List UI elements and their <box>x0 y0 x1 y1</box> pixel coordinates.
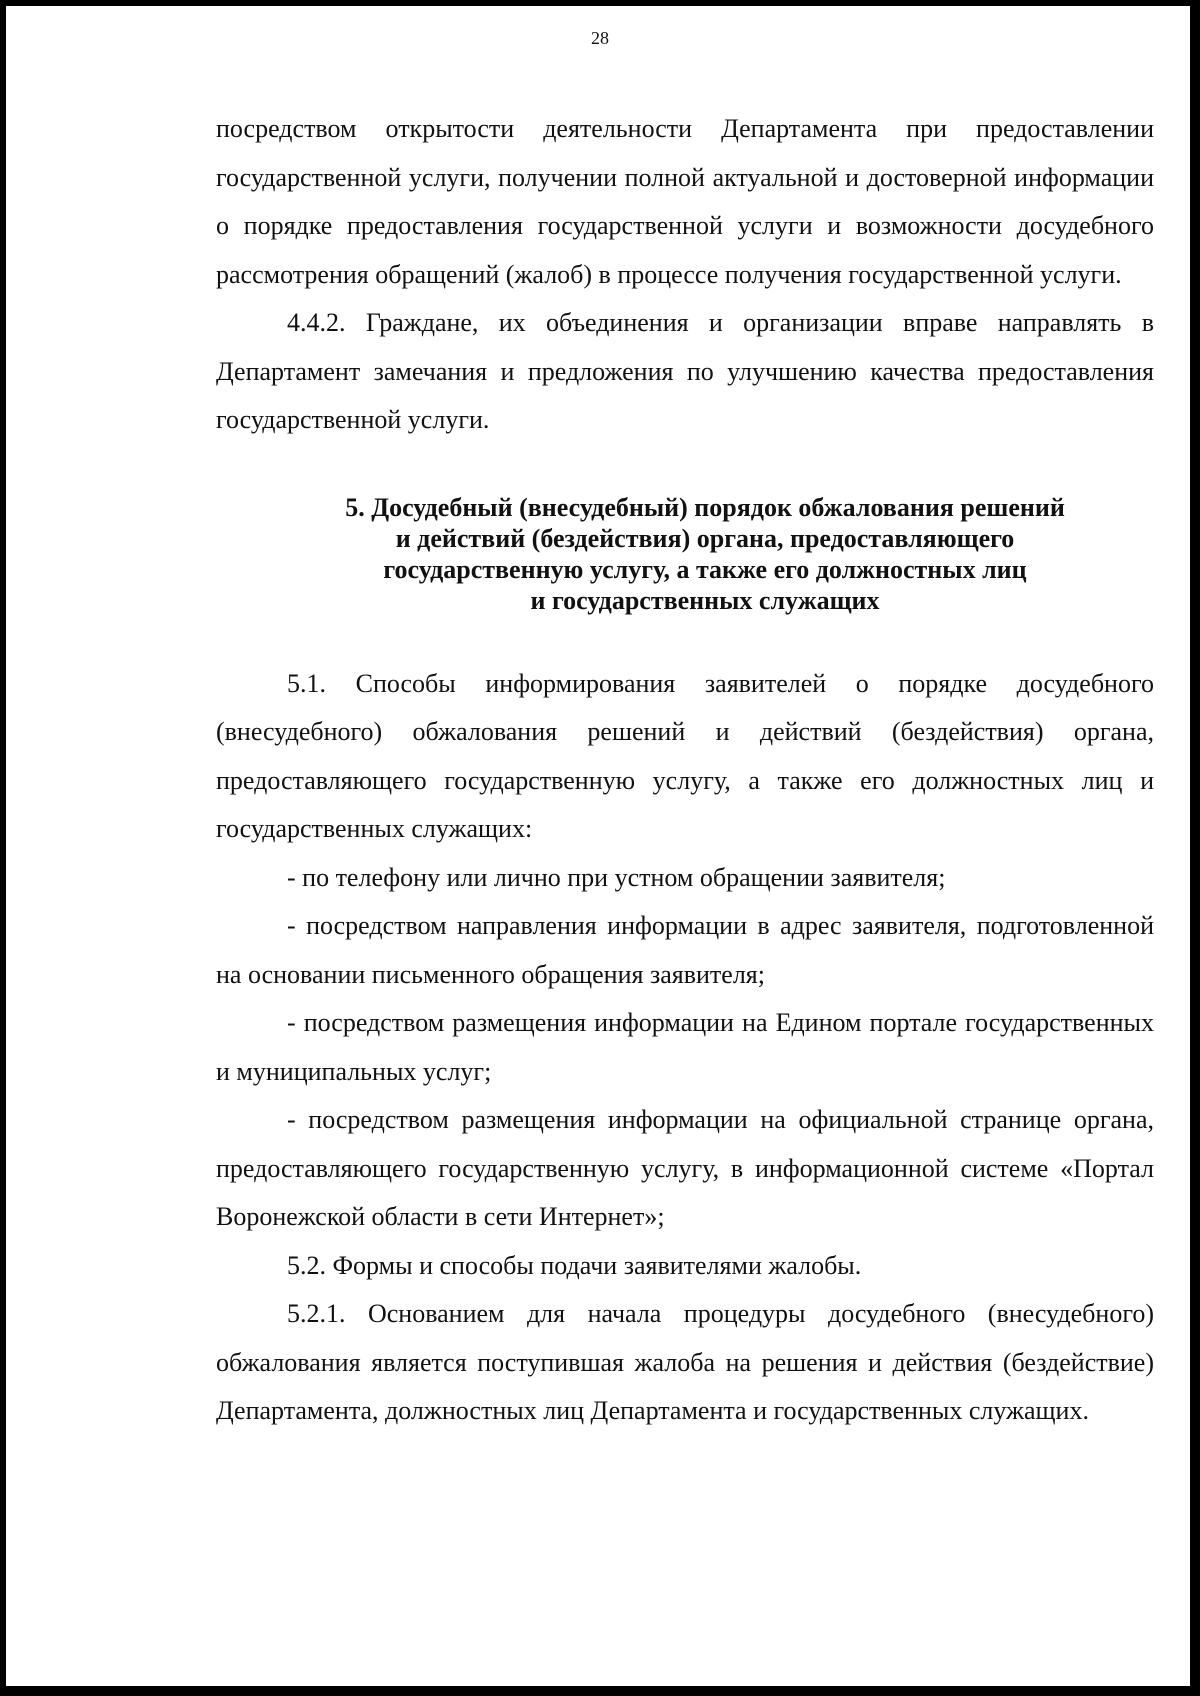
list-item: - посредством направления информации в адрес заявителя, подготовленной на основании письменного обращения заявителя; <box>216 911 1154 989</box>
section-heading-line: 5. Досудебный (внесудебный) порядок обжалования решений <box>345 492 1065 522</box>
section-heading-line: государственную услугу, а также его должностных лиц <box>383 554 1027 584</box>
page-number: 28 <box>591 28 609 48</box>
paragraph-continuation: посредством открытости деятельности Департамента при предоставлении государственной услуги, получении полной актуальной и достоверной информации о порядке предоставления государственной услуги и возможности досудебного рассмотрения обращений (жалоб) в процессе получения государственной услуги. <box>216 114 1154 289</box>
section-heading-line: и действий (бездействия) органа, предоставляющего <box>395 523 1015 553</box>
list-item: - посредством размещения информации на официальной странице органа, предоставляющего государственную услугу, в информационной системе «Портал Воронежской области в сети Интернет»; <box>216 1105 1154 1231</box>
list-item: - по телефону или лично при устном обращении заявителя; <box>287 862 946 892</box>
paragraph-5-2-1: 5.2.1. Основанием для начала процедуры досудебного (внесудебного) обжалования является поступившая жалоба на решения и действия (бездействие) Департамента, должностных лиц Департамента и государственных служащих. <box>216 1299 1154 1425</box>
document-body <box>216 105 1154 1436</box>
list-item: - посредством размещения информации на Едином портале государственных и муниципальных услуг; <box>216 1008 1154 1086</box>
paragraph-5-1: 5.1. Способы информирования заявителей о порядке досудебного (внесудебного) обжалования решений и действий (бездействия) органа, предоставляющего государственную услугу, а также его должностных лиц и государственных служащих: <box>216 668 1154 843</box>
section-heading <box>216 492 1154 616</box>
section-heading-line: и государственных служащих <box>530 585 880 615</box>
paragraph-5-2: 5.2. Формы и способы подачи заявителями жалобы. <box>287 1250 862 1280</box>
paragraph-4-4-2: 4.4.2. Граждане, их объединения и организации вправе направлять в Департамент замечания и предложения по улучшению качества предоставления государственной услуги. <box>216 308 1154 434</box>
